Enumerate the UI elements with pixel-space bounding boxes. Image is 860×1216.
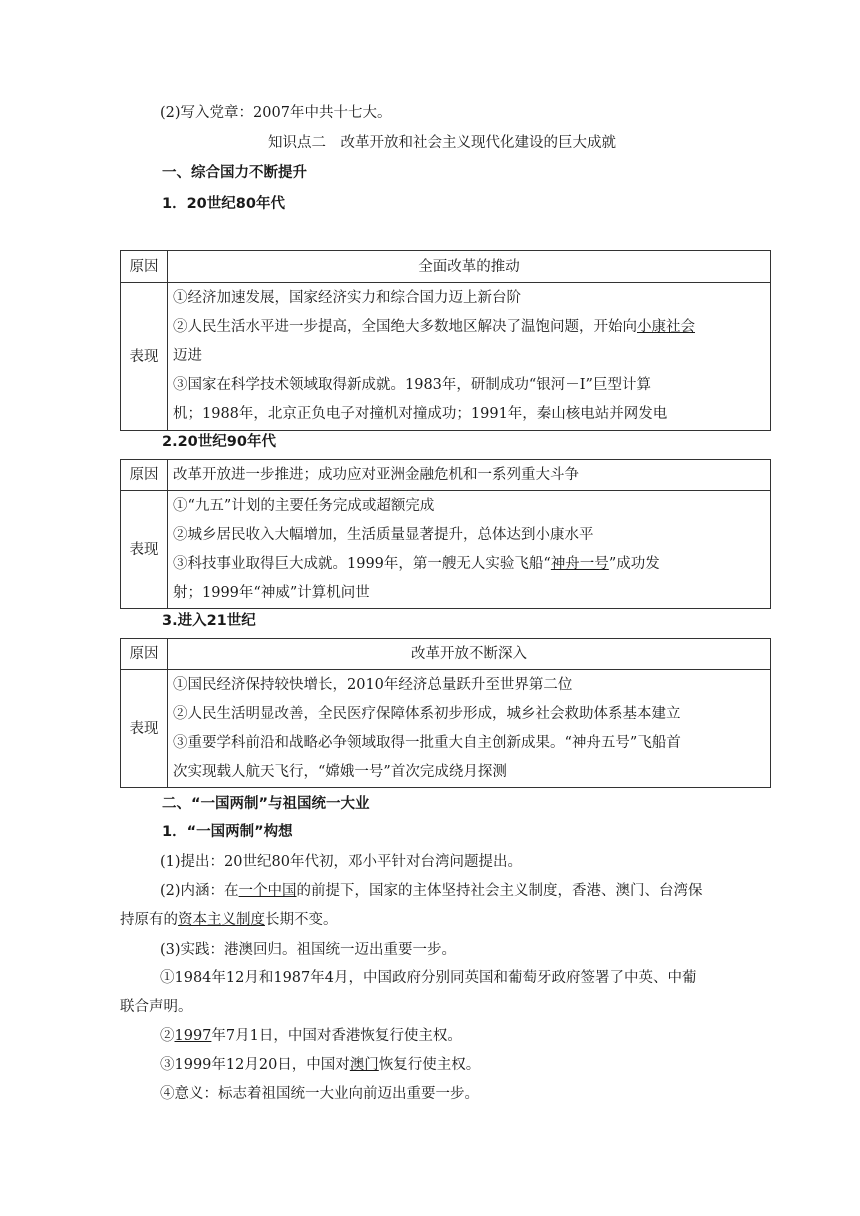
table2-line-1: ①“九五”计划的主要任务完成或超额完成	[173, 497, 435, 514]
table1-line-1: ①经济加速发展，国家经济实力和综合国力迈上新台阶	[173, 290, 521, 306]
underlined-term: 资本主义制度	[178, 912, 265, 928]
table3-line-2: ②人民生活明显改善，全民医疗保障体系初步形成，城乡社会救助体系基本建立	[173, 705, 681, 722]
underlined-term: 一个中国	[238, 883, 297, 899]
performance-text	[168, 670, 771, 788]
table3-line-4: 次实现载人航天飞行，“嫦娥一号”首次完成绕月探测	[173, 763, 507, 780]
para-7: ④意义：标志着祖国统一大业向前迈出重要一步。	[160, 1086, 479, 1102]
section1-sub1: 1．20世纪80年代	[162, 196, 285, 212]
table-21st-century	[120, 638, 771, 788]
table3-line-1: ①国民经济保持较快增长，2010年经济总量跃升至世界第二位	[173, 676, 573, 693]
table3-line-3: ③重要学科前沿和战略必争领域取得一批重大自主创新成果。“神舟五号”飞船首	[173, 734, 681, 751]
performance-label: 表现	[121, 491, 168, 609]
performance-label: 表现	[121, 670, 168, 788]
para-1: (1)提出：20世纪80年代初，邓小平针对台湾问题提出。	[160, 854, 522, 870]
para-4-line-2: 联合声明。	[120, 999, 193, 1015]
table2-line-4: 射；1999年“神威”计算机问世	[173, 584, 370, 601]
section1-sub3: 3.进入21世纪	[162, 613, 256, 629]
performance-label: 表现	[121, 283, 168, 431]
table1-line-2: ②人民生活水平进一步提高，全国绝大多数地区解决了温饱问题，开始向小康社会	[173, 319, 695, 335]
underlined-term: 神舟一号	[550, 555, 609, 572]
table1-line-3: 迈进	[173, 348, 202, 364]
para-2-line-1: (2)内涵：在一个中国的前提下，国家的主体坚持社会主义制度，香港、澳门、台湾保	[160, 883, 703, 899]
performance-text	[168, 283, 771, 431]
para-2-line-2: 持原有的资本主义制度长期不变。	[120, 912, 338, 928]
table2-line-3: ③科技事业取得巨大成就。1999年，第一艘无人实验飞船“神舟一号”成功发	[173, 555, 660, 572]
reason-label: 原因	[121, 460, 168, 491]
performance-text	[168, 491, 771, 609]
reason-label: 原因	[121, 251, 168, 283]
section2-sub1: 1．“一国两制”构想	[162, 824, 293, 840]
table-1980s	[120, 250, 771, 431]
para-4-line-1: ①1984年12月和1987年4月，中国政府分别同英国和葡萄牙政府签署了中英、中葡	[160, 970, 697, 986]
underlined-term: 1997	[174, 1028, 212, 1044]
reason-text: 改革开放不断深入	[168, 639, 771, 670]
section1-sub2: 2.20世纪90年代	[162, 434, 276, 450]
table2-line-2: ②城乡居民收入大幅增加，生活质量显著提升，总体达到小康水平	[173, 526, 594, 543]
section2-title: 二、“一国两制”与祖国统一大业	[162, 796, 370, 812]
para-6: ③1999年12月20日，中国对澳门恢复行使主权。	[160, 1057, 481, 1073]
top-line: (2)写入党章：2007年中共十七大。	[160, 105, 392, 121]
underlined-term: 小康社会	[637, 319, 695, 335]
para-3: (3)实践：港澳回归。祖国统一迈出重要一步。	[160, 942, 457, 958]
para-5: ②1997年7月1日，中国对香港恢复行使主权。	[160, 1028, 462, 1044]
section1-title: 一、综合国力不断提升	[162, 165, 307, 181]
underlined-term: 澳门	[349, 1057, 379, 1073]
reason-text: 改革开放进一步推进；成功应对亚洲金融危机和一系列重大斗争	[168, 460, 771, 491]
table-1990s	[120, 459, 771, 609]
table1-line-5: 机；1988年，北京正负电子对撞机对撞成功；1991年，秦山核电站并网发电	[173, 406, 668, 422]
section-heading: 知识点二 改革开放和社会主义现代化建设的巨大成就	[268, 135, 616, 151]
reason-label: 原因	[121, 639, 168, 670]
table1-line-4: ③国家在科学技术领域取得新成就。1983年，研制成功“银河－Ⅰ”巨型计算	[173, 377, 651, 393]
reason-text: 全面改革的推动	[168, 251, 771, 283]
